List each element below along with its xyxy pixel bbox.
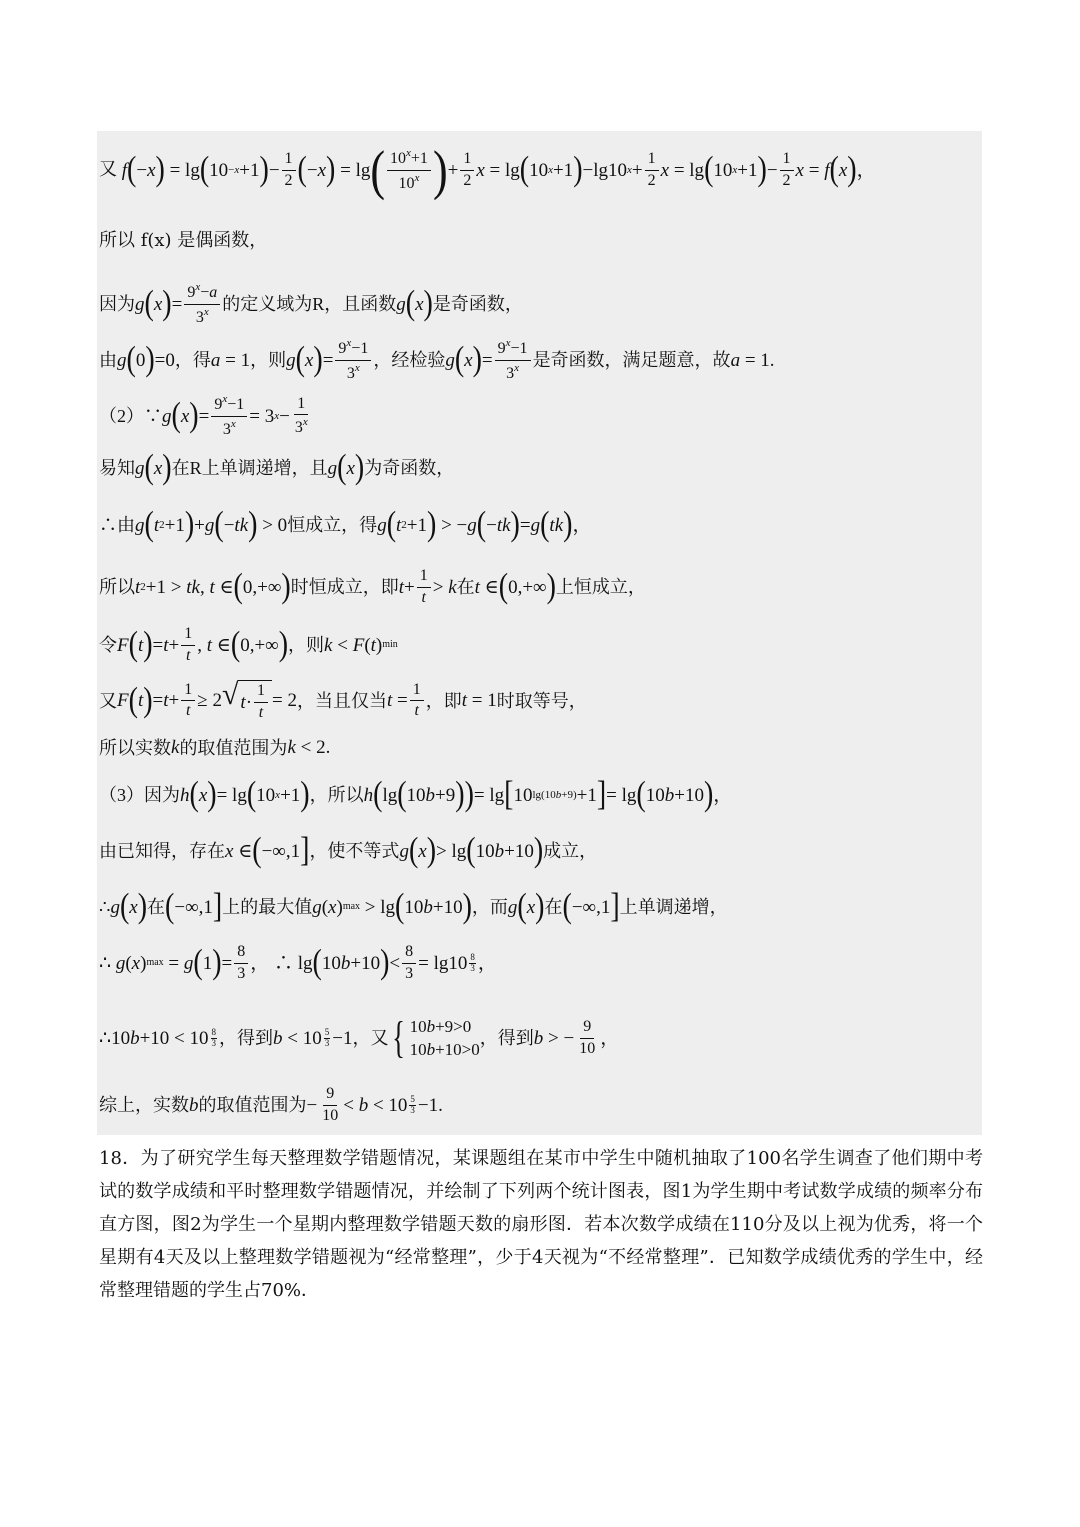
solution-line-1: 又 f ( − x ) = lg ( 10 −x +1 ) − $\frac{1}{2}$ ( − x ) = lg ( $\frac{10^x+1}{10^x}$ ) + $\frac{1}{2}$ x = lg ( 10 x +1 ) −lg10 x + $\frac{1}{2}$ x = lg ( 10 x +1 ) − $\frac{1}{2}$ x = f ( x ) ， bbox=[99, 139, 876, 201]
solution-line-5: （2）∵ g ( x ) = $\frac{9^x-1}{3^x}$ = 3 x − $\frac{1}{3^x}$ bbox=[99, 393, 308, 438]
solution-line-10: 又 F ( t ) = t + $\frac{1}{t}$ ≥ 2 √ t · $\frac{1}{t}$ = 2 ，当且仅当 t = $\frac{1}{t}$ ，即 t = 1 时取等号， bbox=[99, 678, 587, 721]
solution-line-12: （3）因为 h ( x ) = lg ( 10 x +1 ) ，所以 h ( lg ( 10 b +9 ) ) = lg [ 10 lg(10b+9) +1 ] = lg ( 10 b +10 ) ， bbox=[99, 774, 733, 814]
solution-line-11: 所以实数 k 的取值范围为 k < 2. bbox=[99, 737, 331, 758]
solution-line-17: 综上，实数 b 的取值范围为 − $\frac{9}{10}$ < b < 10 $\frac{5}{3}$ −1. bbox=[99, 1085, 443, 1124]
solution-line-2: 所以 f(x) 是偶函数， bbox=[99, 230, 268, 251]
solution-line-8: 所以 t 2 +1 > tk , t ∈ ( 0,+∞ ) 时恒成立，即 t + $\frac{1}{t}$ > k 在 t ∈ ( 0,+∞ ) 上恒成立， bbox=[99, 567, 646, 606]
solution-line-7: ∴由 g ( t 2 +1 ) + g ( − tk ) > 0 恒成立，得 g ( t 2 +1 ) > − g ( − tk ) = g ( tk ) ， bbox=[99, 504, 592, 544]
solution-line-9: 令 F ( t ) = t + $\frac{1}{t}$ , t ∈ ( 0,+∞ ) ，则 k < F ( t ) min bbox=[99, 625, 398, 664]
solution-line-16: ∴10 b +10 < 10 $\frac{8}{3}$ ，得到 b < 10 $\frac{5}{3}$ −1 ，又 { 10b+9>0 10b+10>0 ，得到 b > − $\frac{9}{10}$ ， bbox=[99, 1013, 620, 1062]
solution-line-14: ∴ g ( x ) 在 ( −∞,1 ] 上的最大值 g ( x ) max > lg ( 10 b +10 ) ，而 g ( x ) 在 ( −∞,1 ] 上单调递增， bbox=[99, 886, 728, 926]
question-18-text: 18．为了研究学生每天整理数学错题情况，某课题组在某市中学生中随机抽取了100名学生调查了他们期中考试的数学成绩和平时整理数学错题情况，并绘制了下列两个统计图表，图1为学生期中考试数学成绩的频率分布直方图，图2为学生一个星期内整理数学错题天数的扇形图．若本次数学成绩在110分及以上视为优秀，将一个星期有4天及以上整理数学错题视为“经常整理”，少于4天视为“不经常整理”．已知数学成绩优秀的学生中，经常整理错题的学生占70%． bbox=[99, 1148, 983, 1301]
solution-line-3: 因为 g ( x ) = $\frac{9^x-a}{3^x}$ 的定义域为R，且函数 g ( x ) 是奇函数， bbox=[99, 281, 523, 326]
solution-line-13: 由已知得，存在 x ∈ ( −∞,1 ] ，使不等式 g ( x ) > lg ( 10 b +10 ) 成立， bbox=[99, 830, 598, 870]
solution-line-15: ∴ g ( x ) max = g ( 1 ) = $\frac{8}{3}$ ， ∴ lg ( 10 b +10 ) < $\frac{8}{3}$ = lg10 $\frac{8}{3}$ ， bbox=[99, 943, 497, 982]
solution-line-4: 由 g ( 0 ) =0 ，得 a = 1 ，则 g ( x ) = $\frac{9^x-1}{3^x}$ ，经检验 g ( x ) = $\frac{9^x-1}{3^x}$ 是奇函数，满足题意，故 a = 1. bbox=[99, 337, 775, 382]
solution-line-6: 易知 g ( x ) 在R上单调递增，且 g ( x ) 为奇函数， bbox=[99, 447, 455, 487]
